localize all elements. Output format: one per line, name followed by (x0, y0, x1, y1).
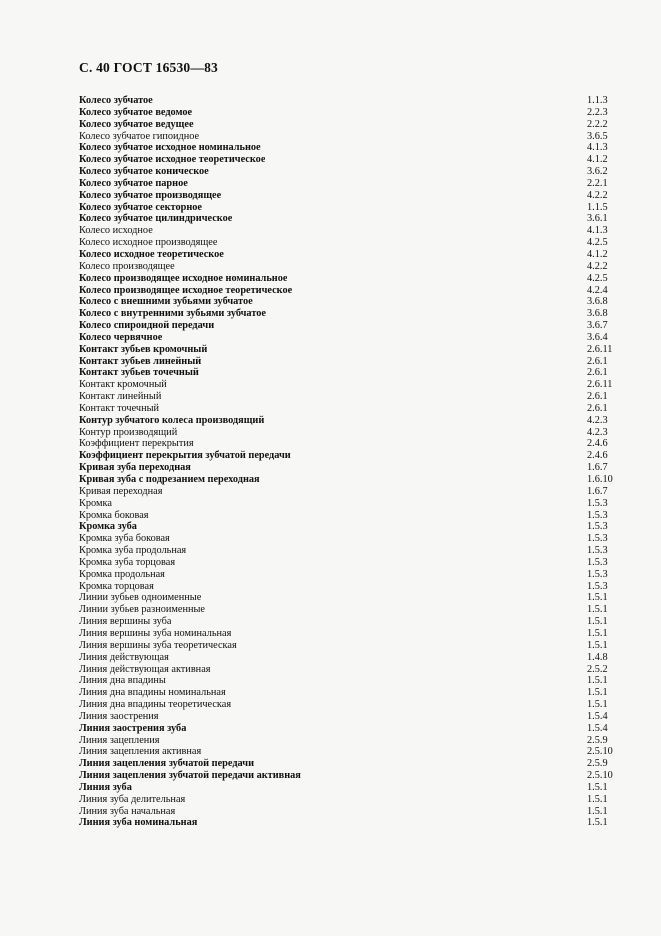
index-term: Кромка продольная (79, 568, 165, 580)
index-reference: 1.5.3 (587, 556, 608, 568)
index-entry (79, 190, 619, 202)
index-entry (79, 119, 619, 131)
index-reference: 2.5.10 (587, 746, 613, 758)
index-reference: 2.5.9 (587, 734, 608, 746)
index-entry (79, 782, 619, 794)
index-reference: 4.2.5 (587, 237, 608, 249)
index-entry (79, 367, 619, 379)
index-entry (79, 569, 619, 581)
index-reference: 1.5.3 (587, 533, 608, 545)
index-entry (79, 450, 619, 462)
index-entry (79, 723, 619, 735)
index-entry (79, 640, 619, 652)
index-reference: 1.5.1 (587, 675, 608, 687)
index-reference: 2.6.11 (587, 343, 613, 355)
index-term: Контакт линейный (79, 391, 162, 403)
index-reference: 3.6.7 (587, 320, 608, 332)
index-entry (79, 237, 619, 249)
index-entry (79, 107, 619, 119)
index-reference: 2.4.6 (587, 438, 608, 450)
index-reference: 2.5.10 (587, 770, 613, 782)
index-entry (79, 213, 619, 225)
index-entry (79, 154, 619, 166)
index-entry (79, 202, 619, 214)
index-term: Линия вершины зуба номинальная (79, 627, 232, 639)
index-entry (79, 746, 619, 758)
index-term: Линия зацепления зубчатой передачи активная (79, 770, 301, 782)
index-term: Линия вершины зуба (79, 616, 172, 628)
index-term: Контакт кромочный (79, 379, 167, 391)
index-reference: 1.5.1 (587, 699, 608, 711)
index-term: Линия дна впадины (79, 675, 166, 687)
term-index-list (79, 95, 619, 829)
index-entry (79, 817, 619, 829)
index-reference: 1.6.10 (587, 474, 613, 485)
index-entry (79, 699, 619, 711)
index-term: Линия зацепления активная (79, 746, 202, 758)
index-reference: 4.2.3 (587, 414, 608, 426)
index-entry (79, 510, 619, 522)
index-term: Колесо зубчатое ведомое (79, 106, 193, 118)
index-reference: 2.5.2 (587, 663, 608, 675)
index-entry (79, 533, 619, 545)
index-entry (79, 332, 619, 344)
index-term: Кромка зуба торцовая (79, 556, 176, 568)
index-entry (79, 806, 619, 818)
index-reference: 2.2.3 (587, 106, 608, 118)
index-term: Линия заострения зуба (79, 722, 187, 734)
index-term: Линия зацепления зубчатой передачи (79, 758, 255, 770)
index-reference: 1.5.3 (587, 545, 608, 557)
index-term: Кромка торцовая (79, 580, 154, 592)
index-entry (79, 131, 619, 143)
index-term: Кромка зуба продольная (79, 545, 187, 557)
index-term: Колесо зубчатое (79, 95, 153, 106)
index-term: Колесо червячное (79, 331, 163, 343)
index-entry (79, 770, 619, 782)
index-term: Колесо с внешними зубьями зубчатое (79, 296, 253, 308)
index-reference: 2.6.1 (587, 402, 608, 414)
index-term: Контакт точечный (79, 402, 160, 414)
index-entry (79, 142, 619, 154)
index-entry (79, 735, 619, 747)
index-term: Линии зубьев одноименные (79, 592, 202, 604)
index-term: Кривая переходная (79, 485, 163, 497)
index-entry (79, 225, 619, 237)
index-term: Контакт зубьев линейный (79, 355, 202, 367)
index-entry (79, 308, 619, 320)
index-term: Линия зуба начальная (79, 805, 176, 817)
index-entry (79, 95, 619, 107)
index-term: Контур производящий (79, 426, 178, 438)
index-term: Кривая зуба переходная (79, 462, 191, 474)
index-entry (79, 592, 619, 604)
index-entry (79, 285, 619, 297)
index-term: Линия вершины зуба теоретическая (79, 639, 237, 651)
index-term: Линия заострения (79, 710, 159, 722)
index-entry (79, 604, 619, 616)
index-entry (79, 261, 619, 273)
index-reference: 1.5.1 (587, 592, 608, 604)
index-entry (79, 462, 619, 474)
index-term: Кромка зуба (79, 521, 137, 533)
index-entry (79, 581, 619, 593)
index-reference: 1.5.3 (587, 497, 608, 509)
index-term: Контакт зубьев кромочный (79, 343, 208, 355)
index-reference: 3.6.4 (587, 331, 608, 343)
index-entry (79, 474, 619, 486)
index-term: Кривая зуба с подрезанием переходная (79, 474, 260, 485)
index-reference: 2.2.2 (587, 118, 608, 130)
index-entry (79, 486, 619, 498)
index-term: Кромка боковая (79, 509, 149, 521)
index-entry (79, 758, 619, 770)
index-reference: 1.5.3 (587, 580, 608, 592)
index-reference: 1.5.4 (587, 722, 608, 734)
index-entry (79, 438, 619, 450)
index-term: Колесо исходное теоретическое (79, 248, 224, 260)
index-reference: 3.6.2 (587, 166, 608, 178)
index-reference: 4.2.4 (587, 284, 608, 296)
index-reference: 1.4.8 (587, 651, 608, 663)
index-reference: 1.5.3 (587, 509, 608, 521)
index-term: Колесо исходное производящее (79, 237, 218, 249)
index-entry (79, 344, 619, 356)
index-term: Контур зубчатого колеса производящий (79, 414, 265, 426)
index-entry (79, 687, 619, 699)
index-reference: 2.6.1 (587, 355, 608, 367)
index-entry (79, 628, 619, 640)
index-reference: 3.6.1 (587, 213, 608, 225)
index-term: Линия зуба номинальная (79, 817, 198, 829)
index-entry (79, 557, 619, 569)
index-reference: 4.1.3 (587, 142, 608, 154)
index-term: Коэффициент перекрытия зубчатой передачи (79, 450, 291, 462)
index-term: Колесо с внутренними зубьями зубчатое (79, 308, 266, 320)
index-reference: 1.6.7 (587, 485, 608, 497)
index-entry (79, 664, 619, 676)
index-reference: 1.5.4 (587, 710, 608, 722)
index-term: Колесо зубчатое гипоидное (79, 130, 200, 142)
index-term: Колесо зубчатое ведущее (79, 118, 194, 130)
index-entry (79, 545, 619, 557)
index-entry (79, 794, 619, 806)
index-reference: 1.5.3 (587, 521, 608, 533)
index-term: Линия зуба (79, 781, 132, 793)
index-entry (79, 391, 619, 403)
index-term: Колесо зубчатое исходное номинальное (79, 142, 261, 154)
index-term: Линия действующая активная (79, 663, 211, 675)
index-entry (79, 652, 619, 664)
index-term: Колесо зубчатое коническое (79, 166, 209, 178)
index-reference: 4.1.3 (587, 225, 608, 237)
index-term: Колесо производящее исходное номинальное (79, 272, 288, 284)
index-entry (79, 249, 619, 261)
index-entry (79, 427, 619, 439)
index-reference: 1.5.1 (587, 817, 608, 829)
index-term: Линия зацепления (79, 734, 160, 746)
index-entry (79, 498, 619, 510)
index-reference: 1.5.3 (587, 568, 608, 580)
index-term: Коэффициент перекрытия (79, 438, 194, 450)
index-term: Колесо зубчатое производящее (79, 189, 222, 201)
index-reference: 4.2.3 (587, 426, 608, 438)
index-term: Колесо исходное (79, 225, 153, 237)
index-entry (79, 675, 619, 687)
index-entry (79, 379, 619, 391)
index-reference: 1.1.5 (587, 201, 608, 213)
index-reference: 1.5.1 (587, 604, 608, 616)
index-reference: 4.1.2 (587, 248, 608, 260)
index-reference: 1.5.1 (587, 616, 608, 628)
index-reference: 4.2.2 (587, 260, 608, 272)
index-reference: 3.6.5 (587, 130, 608, 142)
index-term: Колесо зубчатое парное (79, 177, 188, 189)
index-reference: 4.2.2 (587, 189, 608, 201)
index-term: Линия дна впадины номинальная (79, 687, 226, 699)
index-reference: 1.5.1 (587, 639, 608, 651)
index-term: Колесо зубчатое цилиндрическое (79, 213, 233, 225)
index-entry (79, 521, 619, 533)
index-reference: 4.2.5 (587, 272, 608, 284)
index-reference: 1.5.1 (587, 627, 608, 639)
index-entry (79, 415, 619, 427)
index-reference: 1.1.3 (587, 95, 608, 106)
index-term: Колесо производящее исходное теоретическое (79, 284, 293, 296)
page-header: С. 40 ГОСТ 16530—83 (79, 60, 218, 75)
index-reference: 2.2.1 (587, 177, 608, 189)
index-reference: 2.6.1 (587, 391, 608, 403)
index-term: Контакт зубьев точечный (79, 367, 199, 379)
index-reference: 2.6.11 (587, 379, 613, 391)
index-entry (79, 296, 619, 308)
index-entry (79, 166, 619, 178)
index-reference: 3.6.8 (587, 308, 608, 320)
index-term: Линия дна впадины теоретическая (79, 699, 232, 711)
index-entry (79, 273, 619, 285)
index-term: Линия действующая (79, 651, 169, 663)
index-reference: 1.6.7 (587, 462, 608, 474)
index-term: Колесо зубчатое секторное (79, 201, 202, 213)
index-reference: 1.5.1 (587, 793, 608, 805)
index-entry (79, 403, 619, 415)
index-reference: 3.6.8 (587, 296, 608, 308)
index-reference: 1.5.1 (587, 687, 608, 699)
index-entry (79, 178, 619, 190)
index-reference: 2.6.1 (587, 367, 608, 379)
index-reference: 1.5.1 (587, 805, 608, 817)
index-term: Кромка зуба боковая (79, 533, 170, 545)
index-reference: 2.5.9 (587, 758, 608, 770)
index-term: Колесо производящее (79, 260, 175, 272)
index-reference: 2.4.6 (587, 450, 608, 462)
index-entry (79, 356, 619, 368)
index-term: Линия зуба делительная (79, 793, 186, 805)
index-entry (79, 320, 619, 332)
index-reference: 1.5.1 (587, 781, 608, 793)
index-entry (79, 711, 619, 723)
index-term: Колесо зубчатое исходное теоретическое (79, 154, 266, 166)
index-term: Линии зубьев разноименные (79, 604, 205, 616)
index-reference: 4.1.2 (587, 154, 608, 166)
index-term: Колесо спироидной передачи (79, 320, 215, 332)
index-entry (79, 616, 619, 628)
index-term: Кромка (79, 497, 112, 509)
